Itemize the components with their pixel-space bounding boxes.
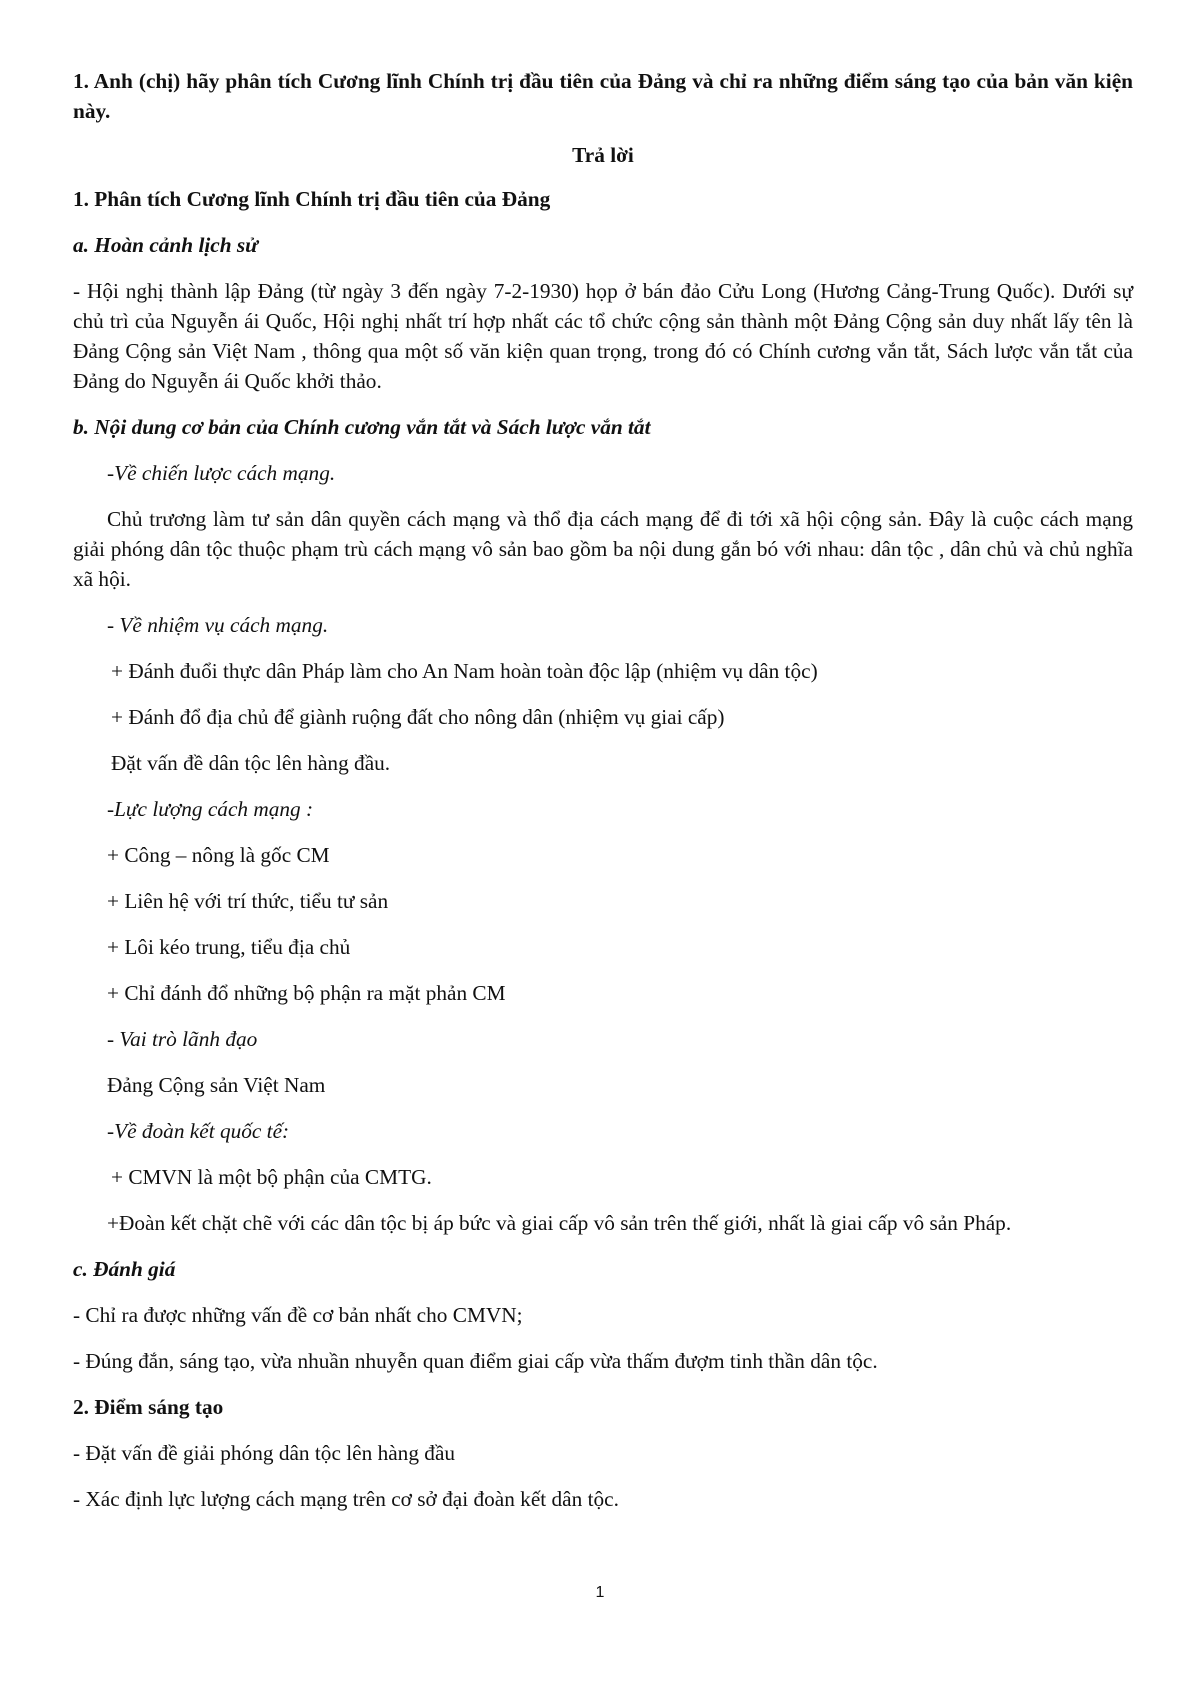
section-1-title: 1. Phân tích Cương lĩnh Chính trị đầu tiên của Đảng <box>73 187 551 211</box>
subsection-c-title: c. Đánh giá <box>73 1257 176 1281</box>
subsection-b-title: b. Nội dung cơ bản của Chính cương vắn tắt và Sách lược vắn tắt <box>73 415 651 439</box>
forces-title: -Lực lượng cách mạng : <box>107 797 314 821</box>
force-item: + Liên hệ với trí thức, tiểu tư sản <box>107 889 389 913</box>
document-page <box>73 66 1133 1530</box>
question-heading: 1. Anh (chị) hãy phân tích Cương lĩnh Chính trị đầu tiên của Đảng và chỉ ra những điểm sáng tạo của bản văn kiện này. <box>73 69 1133 123</box>
force-item: + Chỉ đánh đổ những bộ phận ra mặt phản CM <box>107 981 506 1005</box>
task-conclusion: Đặt vấn đề dân tộc lên hàng đầu. <box>111 751 391 775</box>
subsection-a-title: a. Hoàn cảnh lịch sử <box>73 233 258 257</box>
answer-label: Trả lời <box>572 143 634 167</box>
international-item: + CMVN là một bộ phận của CMTG. <box>111 1165 432 1189</box>
assessment-item: - Chỉ ra được những vấn đề cơ bản nhất cho CMVN; <box>73 1303 523 1327</box>
force-item: + Lôi kéo trung, tiểu địa chủ <box>107 935 351 959</box>
creative-point-item: - Xác định lực lượng cách mạng trên cơ sở đại đoàn kết dân tộc. <box>73 1487 619 1511</box>
international-solidarity-title: -Về đoàn kết quốc tế: <box>107 1119 290 1143</box>
task-item: + Đánh đuổi thực dân Pháp làm cho An Nam hoàn toàn độc lập (nhiệm vụ dân tộc) <box>111 659 818 683</box>
strategy-text: Chủ trương làm tư sản dân quyền cách mạng và thổ địa cách mạng để đi tới xã hội cộng sản. Đây là cuộc cách mạng giải phóng dân tộc thuộc phạm trù cách mạng vô sản bao gồm ba nội dung gắn bó với nhau: dân tộc , dân chủ và chủ nghĩa xã hội. <box>73 507 1133 591</box>
section-2-title: 2. Điểm sáng tạo <box>73 1395 224 1419</box>
task-item: + Đánh đổ địa chủ để giành ruộng đất cho nông dân (nhiệm vụ giai cấp) <box>111 705 725 729</box>
assessment-item: - Đúng đắn, sáng tạo, vừa nhuần nhuyễn quan điểm giai cấp vừa thấm đượm tinh thần dân tộc. <box>73 1349 878 1373</box>
strategy-title: -Về chiến lược cách mạng. <box>107 461 336 485</box>
creative-point-item: - Đặt vấn đề giải phóng dân tộc lên hàng đầu <box>73 1441 456 1465</box>
tasks-title: - Về nhiệm vụ cách mạng. <box>107 613 329 637</box>
historical-context-text: - Hội nghị thành lập Đảng (từ ngày 3 đến ngày 7-2-1930) họp ở bán đảo Cửu Long (Hương Cảng-Trung Quốc). Dưới sự chủ trì của Nguyễn ái Quốc, Hội nghị nhất trí hợp nhất các tổ chức cộng sản thành một Đảng Cộng sản duy nhất lấy tên là Đảng Cộng sản Việt Nam , thông qua một số văn kiện quan trọng, trong đó có Chính cương vắn tắt, Sách lược vắn tắt của Đảng do Nguyễn ái Quốc khởi thảo. <box>73 279 1133 393</box>
force-item: + Công – nông là gốc CM <box>107 843 330 867</box>
leadership-title: - Vai trò lãnh đạo <box>107 1027 258 1051</box>
leadership-text: Đảng Cộng sản Việt Nam <box>107 1073 326 1097</box>
international-item: +Đoàn kết chặt chẽ với các dân tộc bị áp bức và giai cấp vô sản trên thế giới, nhất là giai cấp vô sản Pháp. <box>107 1211 1012 1235</box>
page-number: 1 <box>595 1584 605 1601</box>
